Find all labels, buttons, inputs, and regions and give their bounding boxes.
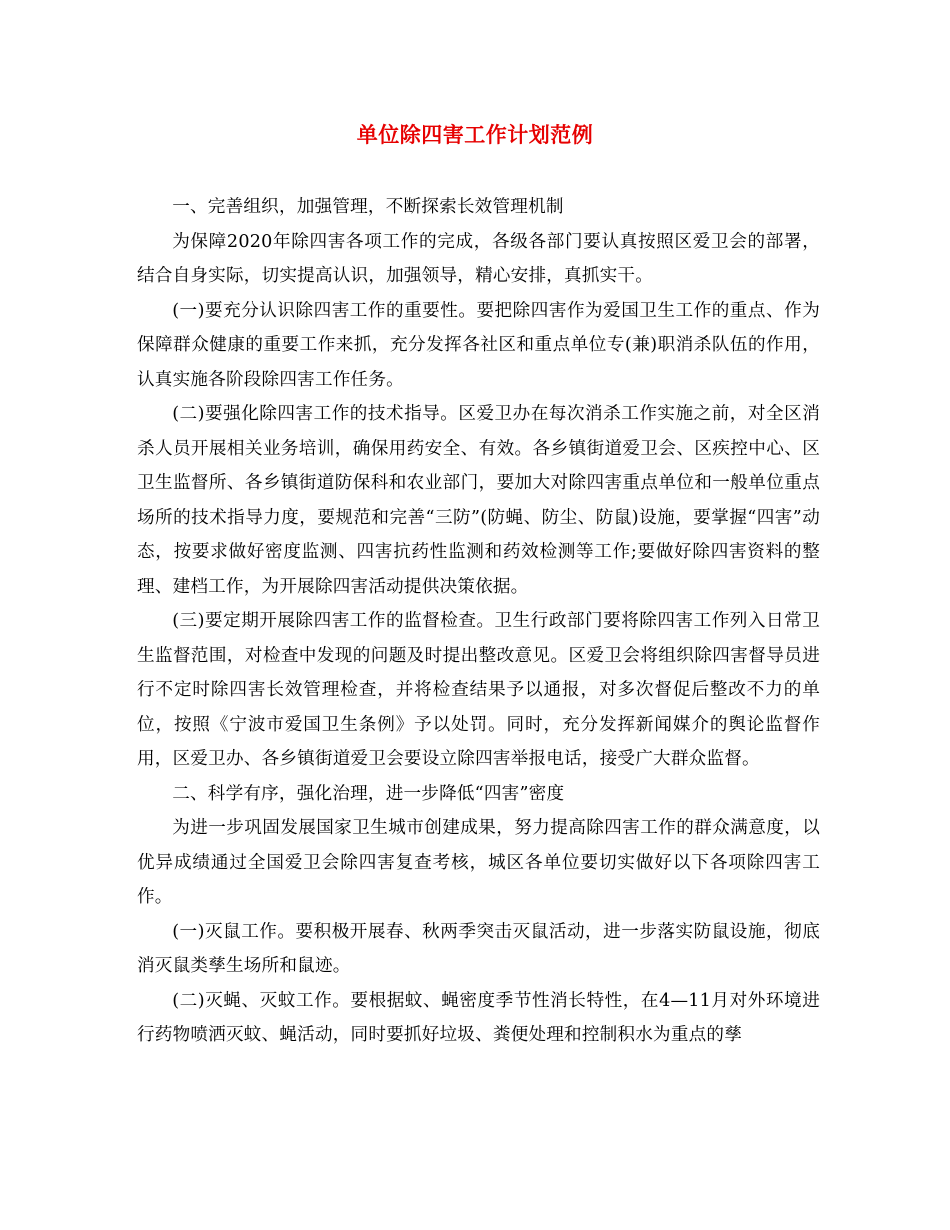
- paragraph: 为保障2020年除四害各项工作的完成，各级各部门要认真按照区爱卫会的部署，结合自身实际，切实提高认识，加强领导，精心安排，真抓实干。: [137, 231, 820, 286]
- paragraph: (二)灭蝇、灭蚊工作。要根据蚊、蝇密度季节性消长特性，在4—11月对外环境进行药物喷洒灭蚊、蝇活动，同时要抓好垃圾、粪便处理和控制积水为重点的孳: [137, 990, 820, 1045]
- document-body: [137, 190, 820, 1053]
- heading-section-2: 二、科学有序，强化治理，进一步降低“四害”密度: [172, 783, 565, 804]
- paragraph: (一)灭鼠工作。要积极开展春、秋两季突击灭鼠活动，进一步落实防鼠设施，彻底消灭鼠类孳生场所和鼠迹。: [137, 921, 820, 976]
- document-title: 单位除四害工作计划范例: [356, 123, 594, 147]
- paragraph: 为进一步巩固发展国家卫生城市创建成果，努力提高除四害工作的群众满意度，以优异成绩通过全国爱卫会除四害复查考核，城区各单位要切实做好以下各项除四害工作。: [137, 818, 820, 907]
- paragraph: (一)要充分认识除四害工作的重要性。要把除四害作为爱国卫生工作的重点、作为保障群众健康的重要工作来抓，充分发挥各社区和重点单位专(兼)职消杀队伍的作用，认真实施各阶段除四害工作任务。: [137, 300, 820, 390]
- paragraph: (二)要强化除四害工作的技术指导。区爱卫办在每次消杀工作实施之前，对全区消杀人员开展相关业务培训，确保用药安全、有效。各乡镇街道爱卫会、区疾控中心、区卫生监督所、各乡镇街道防保科和农业部门，要加大对除四害重点单位和一般单位重点场所的技术指导力度，要规范和完善“三防”(防蝇、防尘、防鼠)设施，要掌握“四害”动态，按要求做好密度监测、四害抗药性监测和药效检测等工作;要做好除四害资料的整理、建档工作，为开展除四害活动提供决策依据。: [137, 404, 820, 597]
- paragraph: (三)要定期开展除四害工作的监督检查。卫生行政部门要将除四害工作列入日常卫生监督范围，对检查中发现的问题及时提出整改意见。区爱卫会将组织除四害督导员进行不定时除四害长效管理检查，并将检查结果予以通报，对多次督促后整改不力的单位，按照《宁波市爱国卫生条例》予以处罚。同时，充分发挥新闻媒介的舆论监督作用，区爱卫办、各乡镇街道爱卫会要设立除四害举报电话，接受广大群众监督。: [137, 611, 820, 769]
- heading-section-1: 一、完善组织，加强管理，不断探索长效管理机制: [172, 197, 564, 217]
